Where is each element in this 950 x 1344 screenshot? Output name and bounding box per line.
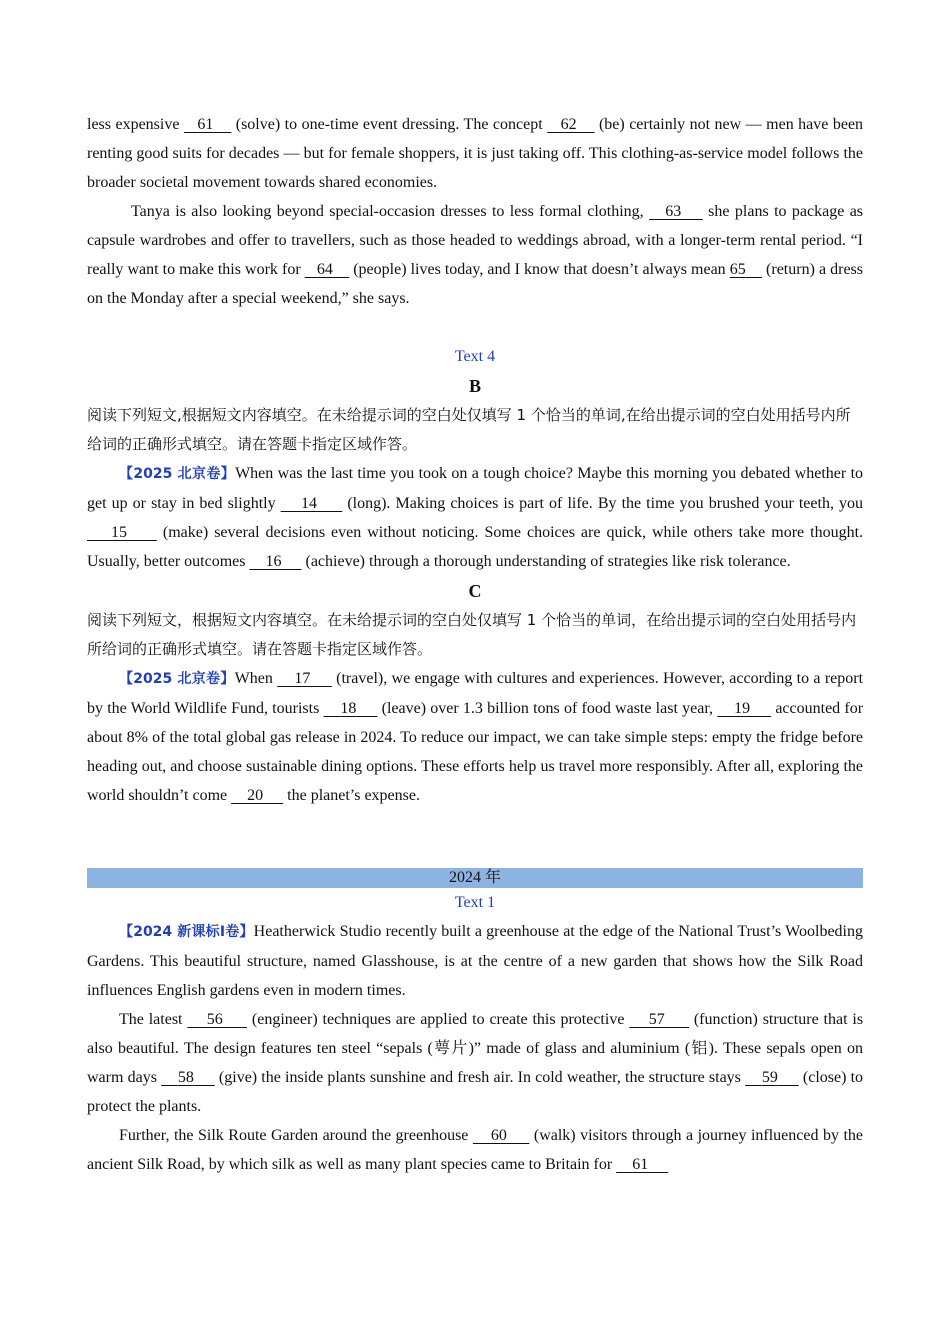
blank-16[interactable]: 16 <box>265 553 282 570</box>
section-c-heading: C <box>468 581 482 601</box>
paragraph-14-16 <box>87 459 863 576</box>
blank-61[interactable]: 61 <box>197 116 214 133</box>
text-run: she plans to package as capsule wardrobes and offer to travellers, such as those headed to weddings abroad, with a longer-term rental period. “I really want to make this work for <box>87 203 864 278</box>
blank-18[interactable]: 18 <box>340 700 357 717</box>
text-run: (function) structure that is also beautiful. The design features ten steel “sepals (萼片)” made of glass and aluminium (铝). These sepals open on warm days <box>87 1011 864 1086</box>
paragraph-63-65 <box>87 197 863 313</box>
blank-63[interactable]: 63 <box>665 203 682 220</box>
blank-19[interactable]: 19 <box>734 700 751 717</box>
blank-62[interactable]: 62 <box>560 116 577 133</box>
text-run: less expensive <box>87 116 184 133</box>
blank-20[interactable]: 20 <box>247 787 264 804</box>
text-run: (engineer) techniques are applied to create this protective <box>247 1011 630 1028</box>
text-run: (leave) over 1.3 billion tons of food waste last year, <box>377 700 718 717</box>
text-run: (achieve) through a thorough understanding of strategies like risk tolerance. <box>301 553 791 570</box>
text-run: (walk) visitors through a journey influenced by the ancient Silk Road, by which silk as well as many plant species came to Britain for <box>87 1127 864 1173</box>
text-run: (be) certainly not new — men have been renting good suits for decades — but for female shoppers, it is just taking off. This clothing-as-service model follows the broader societal movement towards shared economies. <box>87 116 864 191</box>
blank-56[interactable]: 56 <box>206 1011 223 1028</box>
blank-14[interactable]: 14 <box>300 495 317 512</box>
section-c-instruction: 阅读下列短文，根据短文内容填空。在未给提示词的空白处仅填写 1 个恰当的单词，在给出提示词的空白处用括号内所给词的正确形式填空。请在答题卡指定区域作答。 <box>87 611 857 658</box>
text-run: (give) the inside plants sunshine and fresh air. In cold weather, the structure stays <box>214 1069 746 1086</box>
source-tag: 【2024 新课标Ⅰ卷】 <box>119 924 254 940</box>
text4-label: Text 4 <box>454 348 496 365</box>
text-run: (solve) to one-time event dressing. The concept <box>231 116 548 133</box>
blank-17[interactable]: 17 <box>294 670 311 687</box>
text-run: (travel), we engage with cultures and experiences. However, according to a report by the World Wildlife Fund, tourists <box>87 670 864 717</box>
blank-15[interactable]: 15 <box>110 524 127 541</box>
text1-label: Text 1 <box>454 894 496 911</box>
spacer <box>87 313 863 342</box>
paragraph-56-59 <box>87 1005 863 1121</box>
text-run: (long). Making choices is part of life. By the time you brushed your teeth, you <box>342 495 864 512</box>
blank-58[interactable]: 58 <box>177 1069 194 1086</box>
text-run: The latest <box>119 1011 188 1028</box>
text-run: accounted for about 8% of the total global gas release in 2024. To reduce our impact, we can take simple steps: empty the fridge before heading out, and choose sustainable dining options. These efforts help us travel more responsibly. After all, exploring the world shouldn’t come <box>87 700 864 804</box>
blank-64[interactable]: 64 <box>316 261 333 278</box>
source-tag: 【2025 北京卷】 <box>119 466 236 482</box>
blank-60[interactable]: 60 <box>490 1127 507 1144</box>
text-run: (make) several decisions even without noticing. Some choices are quick, while others take more thought. Usually, better outcomes <box>87 524 864 570</box>
document-page <box>87 110 863 1179</box>
blank-59[interactable]: 59 <box>761 1069 778 1086</box>
blank-57[interactable]: 57 <box>648 1011 665 1028</box>
text-run: When was the last time you took on a tough choice? Maybe this morning you debated whether to get up or stay in bed slightly <box>87 465 864 512</box>
section-b-instruction: 阅读下列短文,根据短文内容填空。在未给提示词的空白处仅填写 1 个恰当的单词,在给出提示词的空白处用括号内所给词的正确形式填空。请在答题卡指定区域作答。 <box>87 406 851 453</box>
text-run: Further, the Silk Route Garden around the greenhouse <box>119 1127 473 1144</box>
paragraph-intro-2024 <box>87 917 863 1005</box>
paragraph-17-20 <box>87 664 863 810</box>
text-run: (return) a dress on the Monday after a special weekend,” she says. <box>87 261 864 307</box>
blank-61-2024[interactable]: 61 <box>632 1156 649 1173</box>
text-run: Heatherwick Studio recently built a greenhouse at the edge of the National Trust’s Woolbeding Gardens. This beautiful structure, named Glasshouse, is at the centre of a new garden that shows how the Silk Road influences English gardens even in modern times. <box>87 923 863 999</box>
paragraph-61-62 <box>87 110 863 197</box>
blank-65[interactable]: 65 <box>729 261 746 278</box>
text-run: the planet’s expense. <box>283 787 420 804</box>
spacer <box>87 810 863 868</box>
section-b-heading: B <box>468 376 481 396</box>
text-run: Tanya is also looking beyond special-occasion dresses to less formal clothing, <box>131 203 650 220</box>
source-tag: 【2025 北京卷】 <box>119 671 235 687</box>
year-section-bar: 2024 年 <box>87 868 863 888</box>
text-run: (close) to protect the plants. <box>87 1069 864 1115</box>
text-run: When <box>234 670 278 687</box>
paragraph-60-61 <box>87 1121 863 1179</box>
text-run: (people) lives today, and I know that doesn’t always mean <box>349 261 730 278</box>
